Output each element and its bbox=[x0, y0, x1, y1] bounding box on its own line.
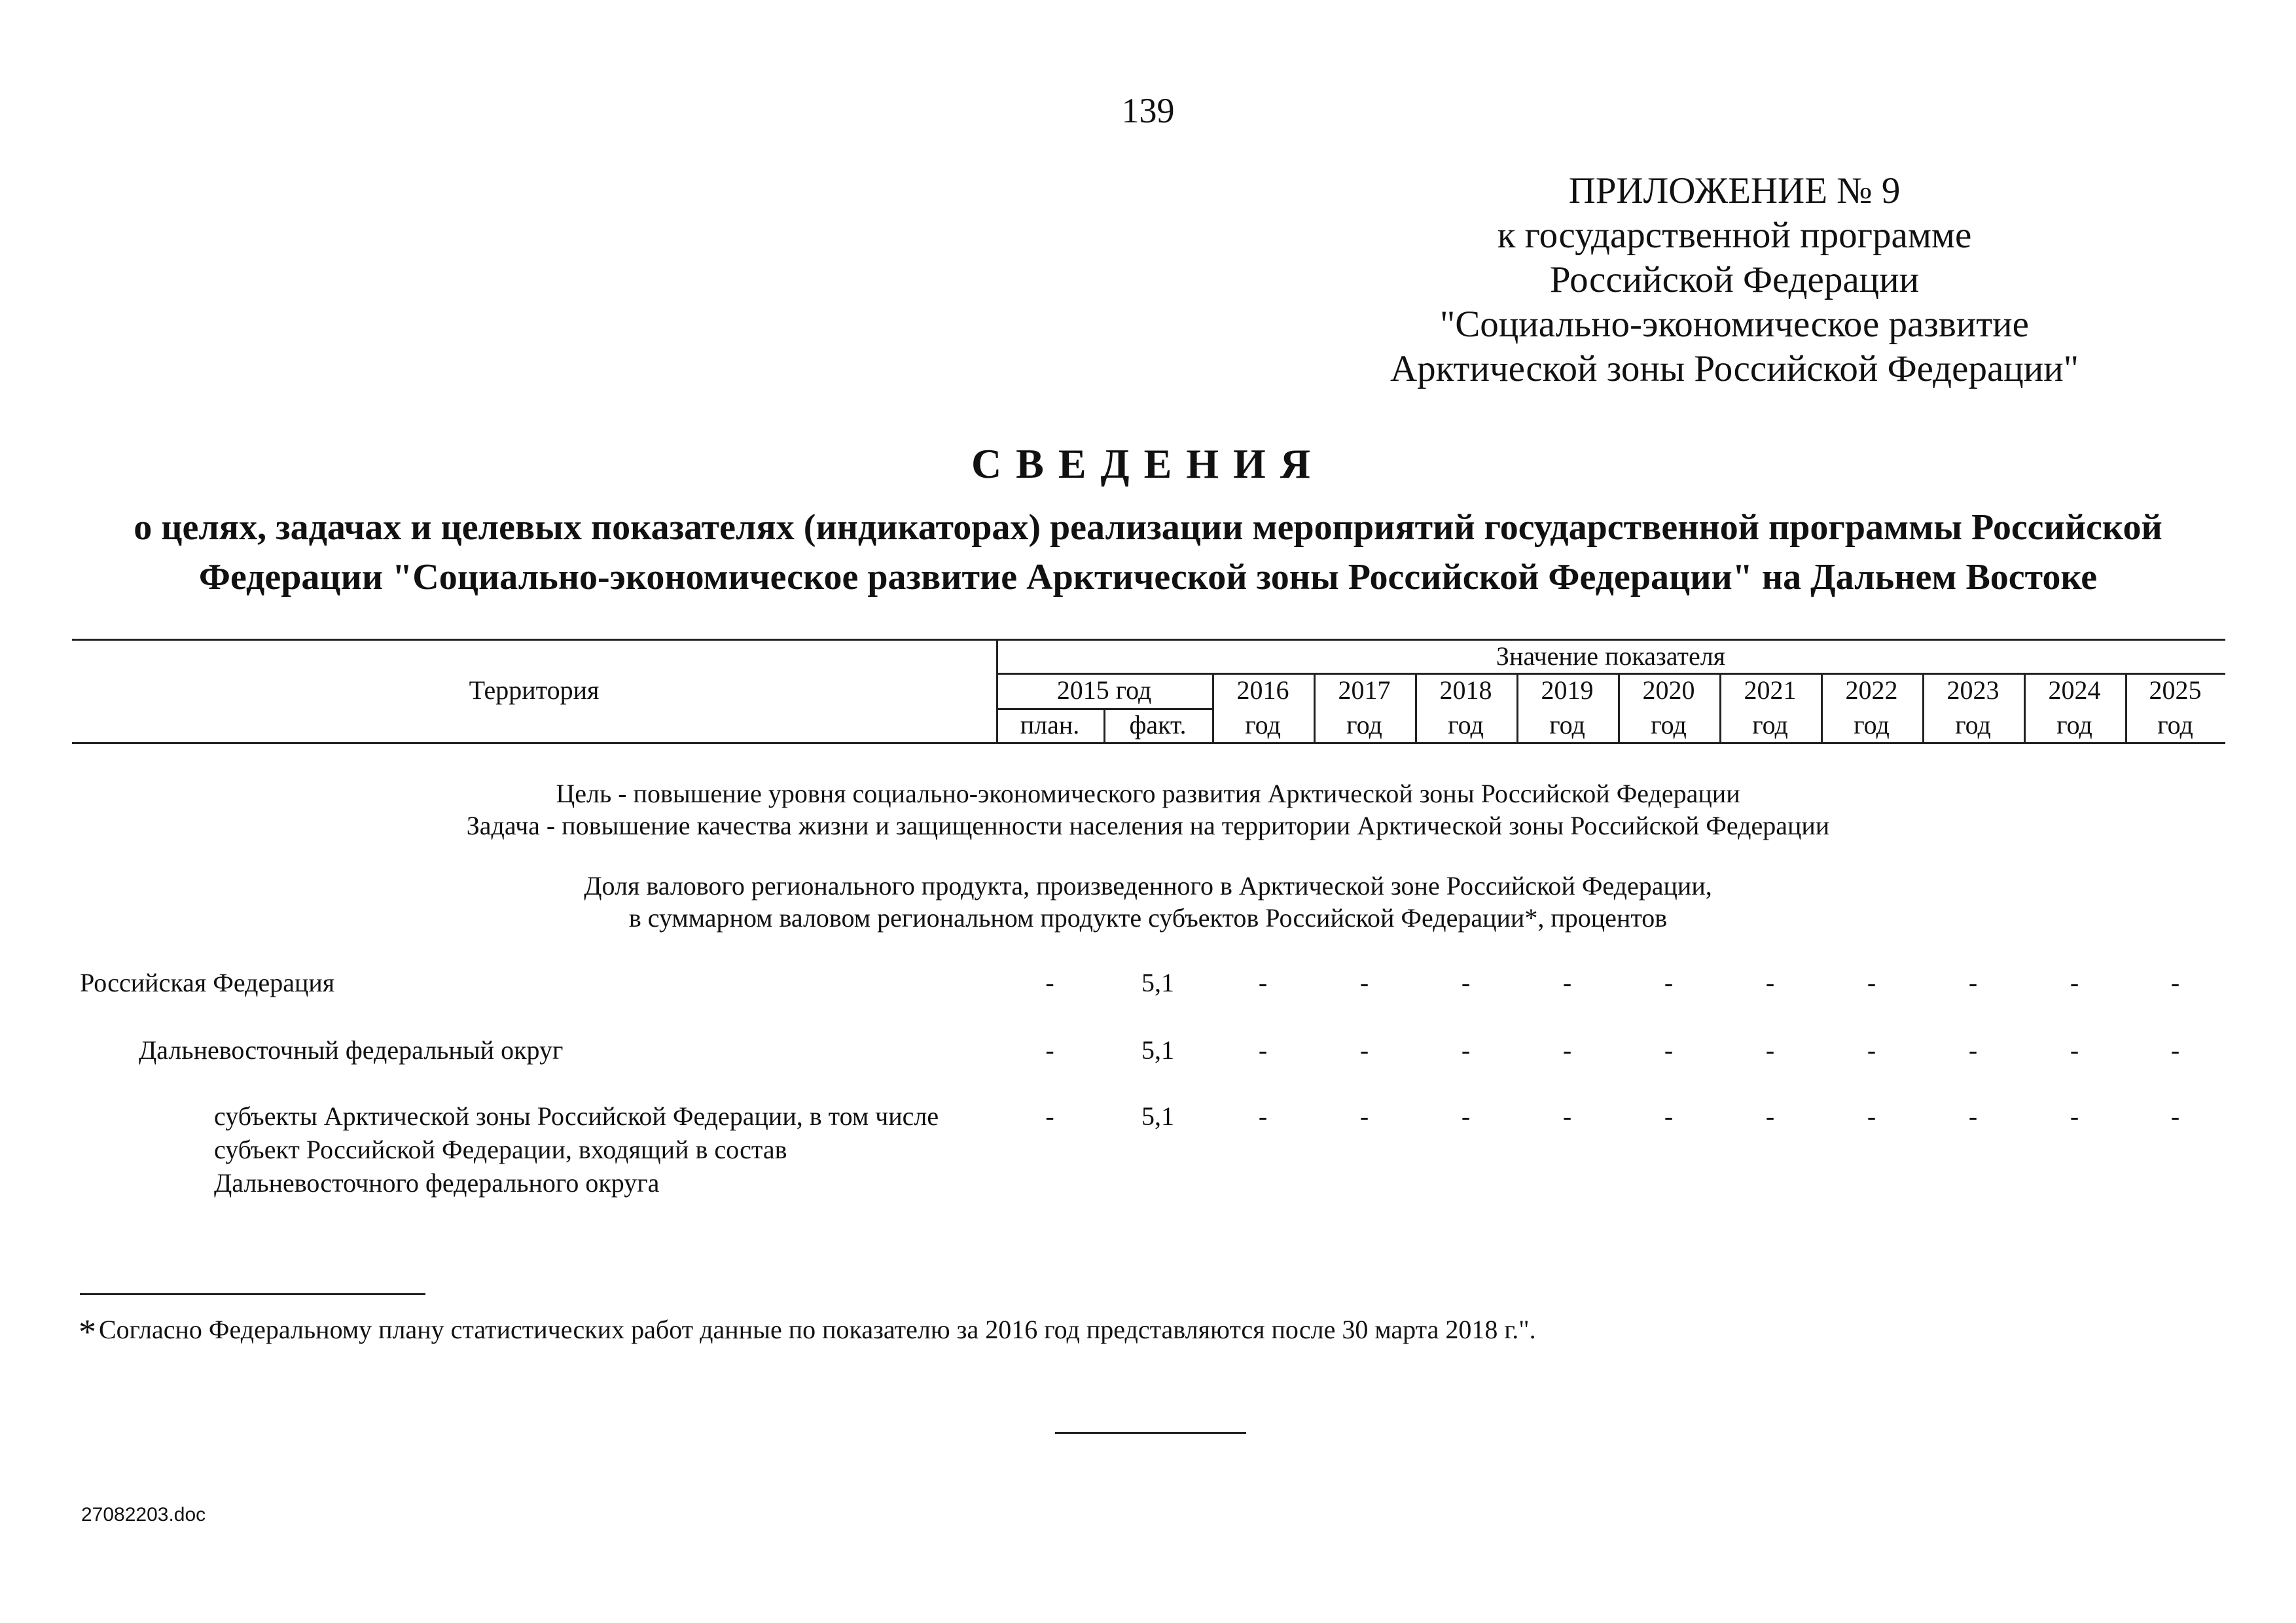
cell-value: - bbox=[1359, 968, 1369, 997]
header-indicator-value: Значение показателя bbox=[1496, 641, 1726, 671]
cell-value: - bbox=[1968, 968, 1978, 997]
footnote-text: Согласно Федеральному плану статистических работ данные по показателю за 2016 год представляются после 30 марта 2018 г.". bbox=[99, 1315, 1536, 1344]
cell-value: - bbox=[2070, 1035, 2079, 1065]
header-mid-rule bbox=[996, 673, 2225, 675]
appendix-line: ПРИЛОЖЕНИЕ № 9 bbox=[1568, 170, 1901, 211]
cell-value: 5,1 bbox=[1141, 968, 1174, 997]
header-year: 2023 bbox=[1946, 675, 2000, 705]
row-label: субъект Российской Федерации, входящий в состав bbox=[214, 1135, 787, 1164]
header-bottom-rule bbox=[72, 742, 2225, 744]
document-title: СВЕДЕНИЯ bbox=[971, 440, 1325, 487]
cell-value: - bbox=[1664, 1035, 1674, 1065]
cell-value: - bbox=[1562, 1035, 1572, 1065]
cell-value: - bbox=[1765, 968, 1775, 997]
cell-value: 5,1 bbox=[1141, 1035, 1174, 1065]
header-year: 2020 bbox=[1642, 675, 1695, 705]
row-label: Дальневосточный федеральный округ bbox=[139, 1035, 564, 1065]
footnote-rule bbox=[80, 1293, 425, 1295]
footnote-mark: * bbox=[79, 1312, 96, 1351]
cell-value: - bbox=[1258, 968, 1268, 997]
cell-value: - bbox=[1045, 1101, 1054, 1131]
cell-value: 5,1 bbox=[1141, 1101, 1174, 1131]
cell-value: - bbox=[1359, 1101, 1369, 1131]
appendix-line: Российской Федерации bbox=[1549, 259, 1920, 300]
cell-value: - bbox=[1258, 1035, 1268, 1065]
header-plan: план. bbox=[1020, 710, 1080, 740]
header-year-word: год bbox=[2157, 710, 2193, 740]
header-year: 2025 bbox=[2149, 675, 2202, 705]
header-year: 2017 bbox=[1338, 675, 1391, 705]
header-year-word: год bbox=[1854, 710, 1890, 740]
cell-value: - bbox=[1664, 968, 1674, 997]
end-rule bbox=[1055, 1432, 1246, 1434]
header-year-word: год bbox=[1245, 710, 1281, 740]
header-year: 2021 bbox=[1744, 675, 1797, 705]
cell-value: - bbox=[2170, 1035, 2180, 1065]
cell-value: - bbox=[1664, 1101, 1674, 1131]
cell-value: - bbox=[1258, 1101, 1268, 1131]
subtitle-line: Федерации "Социально-экономическое развитие Арктической зоны Российской Федерации" на Дальнем Востоке bbox=[198, 557, 2098, 597]
cell-value: - bbox=[2070, 968, 2079, 997]
row-label: Дальневосточного федерального округа bbox=[214, 1168, 660, 1198]
header-year: 2024 bbox=[2048, 675, 2101, 705]
cell-value: - bbox=[1461, 1101, 1471, 1131]
cell-value: - bbox=[1765, 1035, 1775, 1065]
header-top-rule bbox=[72, 639, 2225, 641]
appendix-line: "Социально-экономическое развитие bbox=[1440, 304, 2029, 345]
header-year-word: год bbox=[1448, 710, 1484, 740]
doc-reference: 27082203.doc bbox=[81, 1504, 206, 1525]
header-year: 2019 bbox=[1541, 675, 1594, 705]
footnote bbox=[79, 1311, 1536, 1352]
cell-value: - bbox=[1045, 1035, 1054, 1065]
cell-value: - bbox=[1867, 968, 1876, 997]
header-year: 2022 bbox=[1845, 675, 1898, 705]
header-year-word: год bbox=[1955, 710, 1991, 740]
cell-value: - bbox=[1867, 1101, 1876, 1131]
indicator-line: Доля валового регионального продукта, произведенного в Арктической зоне Российской Федерации, bbox=[584, 871, 1712, 901]
header-year-word: год bbox=[1549, 710, 1585, 740]
cell-value: - bbox=[1461, 1035, 1471, 1065]
task-text: Задача - повышение качества жизни и защищенности населения на территории Арктической зоны Российской Федерации bbox=[466, 811, 1830, 840]
cell-value: - bbox=[1968, 1035, 1978, 1065]
appendix-line: к государственной программе bbox=[1497, 215, 1972, 256]
page-number: 139 bbox=[1121, 91, 1175, 130]
appendix-header bbox=[1309, 169, 2160, 391]
cell-value: - bbox=[1461, 968, 1471, 997]
cell-value: - bbox=[2170, 968, 2180, 997]
header-year-word: год bbox=[1752, 710, 1788, 740]
header-territory: Территория bbox=[469, 675, 600, 705]
header-year-word: год bbox=[1651, 710, 1687, 740]
subtitle-line: о целях, задачах и целевых показателях (индикаторах) реализации мероприятий государственной программы Российской bbox=[134, 507, 2162, 548]
cell-value: - bbox=[1562, 1101, 1572, 1131]
header-year: 2018 bbox=[1439, 675, 1492, 705]
cell-value: - bbox=[1562, 968, 1572, 997]
header-year-word: год bbox=[2056, 710, 2092, 740]
cell-value: - bbox=[1045, 968, 1054, 997]
goal-text: Цель - повышение уровня социально-экономического развития Арктической зоны Российской Федерации bbox=[556, 779, 1740, 808]
header-year: 2016 bbox=[1236, 675, 1289, 705]
cell-value: - bbox=[1867, 1035, 1876, 1065]
cell-value: - bbox=[1359, 1035, 1369, 1065]
cell-value: - bbox=[2170, 1101, 2180, 1131]
header-fact: факт. bbox=[1129, 710, 1187, 740]
header-year-word: год bbox=[1346, 710, 1382, 740]
row-label: субъекты Арктической зоны Российской Федерации, в том числе bbox=[214, 1101, 939, 1131]
cell-value: - bbox=[1765, 1101, 1775, 1131]
header-year-2015: 2015 год bbox=[1056, 675, 1152, 705]
indicator-line: в суммарном валовом региональном продукте субъектов Российской Федерации*, процентов bbox=[628, 903, 1668, 933]
document-subtitle bbox=[65, 503, 2231, 602]
row-label: Российская Федерация bbox=[80, 968, 335, 997]
cell-value: - bbox=[1968, 1101, 1978, 1131]
appendix-line: Арктической зоны Российской Федерации" bbox=[1390, 348, 2079, 389]
cell-value: - bbox=[2070, 1101, 2079, 1131]
